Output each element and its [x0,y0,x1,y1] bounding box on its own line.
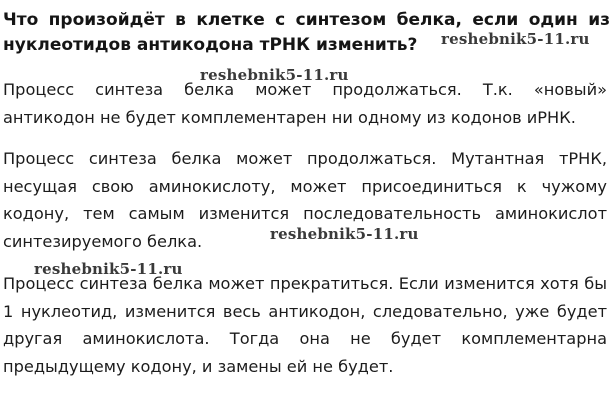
answer-line: синтезируемого белка. [3,231,203,251]
answer-line: предыдущему кодону, и замены ей не будет. [3,356,394,376]
answer-paragraph-3 [3,270,607,380]
answer-paragraph-2 [3,145,607,255]
question-heading [3,8,610,58]
question-line: Что произойдёт в клетке с синтезом белка, если один из [3,10,610,30]
answer-line: другая аминокислота. Тогда она не будет комплементарна [3,329,607,348]
watermark-text: reshebnik5-11.ru [200,66,349,84]
answer-line: Процесс синтеза белка может продолжаться. Т.к. «новый» [3,80,607,99]
answer-line: 1 нуклеотид, изменится весь антикодон, следовательно, уже будет [3,301,607,321]
answer-line: несущая свою аминокислоту, может присоединиться к чужому [3,176,607,196]
question-line: нуклеотидов антикодона тРНК изменить? [3,35,418,55]
answer-line: кодону, тем самым изменится последовательность аминокислот [3,204,607,223]
watermark-text: reshebnik5-11.ru [34,260,183,278]
watermark-text: reshebnik5-11.ru [441,30,590,48]
answer-line: Процесс синтеза белка может продолжаться. Мутантная тРНК, [3,149,607,168]
answer-paragraph-1 [3,76,607,131]
answer-line: антикодон не будет комплементарен ни одному из кодонов иРНК. [3,107,576,127]
watermark-text: reshebnik5-11.ru [270,225,419,243]
answer-line: Процесс синтеза белка может прекратиться. Если изменится хотя бы [3,274,607,293]
